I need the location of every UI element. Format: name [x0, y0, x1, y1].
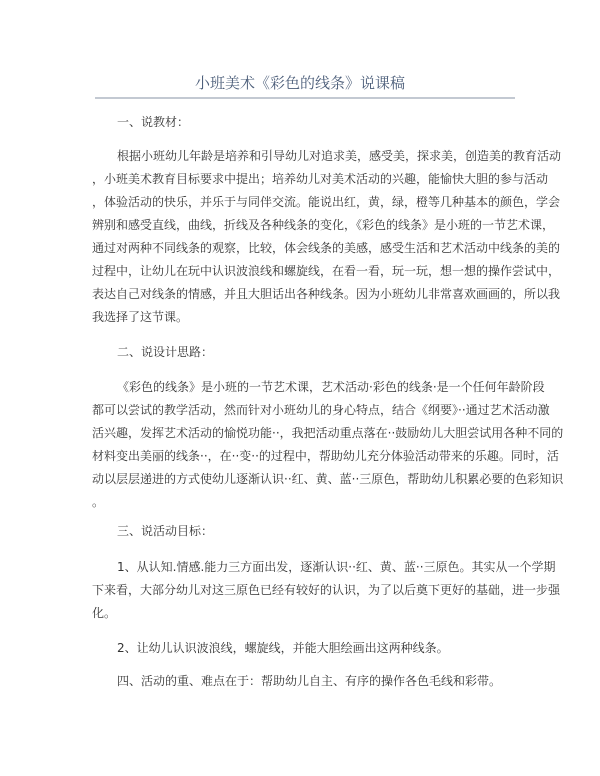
paragraph-line: 化。	[92, 606, 117, 620]
paragraph-line: 都可以尝试的教学活动，然而针对小班幼儿的身心特点，结合《纲要》··通过艺术活动激	[92, 403, 550, 417]
paragraph-line: 材料变出美丽的线条··，在··变··的过程中，帮助幼儿充分体验活动带来的乐趣。同时，活	[92, 449, 559, 463]
paragraph-line: 我选择了这节课。	[92, 310, 189, 324]
paragraph-line: 活兴趣，发挥艺术活动的愉悦功能··，我把活动重点落在··鼓励幼儿大胆尝试用各种不同的	[92, 426, 564, 440]
paragraph-line: 。	[92, 495, 105, 509]
paragraph-line: 动以层层递进的方式使幼儿逐渐认识··红、黄、蓝··三原色，帮助幼儿积累必要的色彩知识	[92, 472, 564, 486]
paragraph-line: 2、让幼儿认识波浪线，螺旋线，并能大胆绘画出这两种线条。	[117, 641, 449, 655]
document-title: 小班美术《彩色的线条》说课稿	[194, 74, 405, 92]
paragraph-line: 下来看，大部分幼儿对这三原色已经有较好的认识，为了以后奠下更好的基础，进一步强	[92, 583, 561, 597]
paragraph-line: ，体验活动的快乐，并乐于与同伴交流。能说出红，黄，绿，橙等几种基本的颜色，学会	[92, 195, 561, 209]
paragraph-line: 通过对两种不同线条的观察，比较，体会线条的美感，感受生活和艺术活动中线条的美的	[92, 241, 561, 255]
section-heading: 一、说教材：	[117, 115, 190, 129]
title-underline	[95, 97, 515, 99]
paragraph-line: 1、从认知.情感.能力三方面出发，逐渐认识··红、黄、蓝··三原色。其实从一个学期	[117, 560, 556, 574]
paragraph-line: 过程中，让幼儿在玩中认识波浪线和螺旋线，在看一看，玩一玩，想一想的操作尝试中，	[92, 264, 561, 278]
paragraph-line: 《彩色的线条》是小班的一节艺术课，艺术活动·彩色的线条·是一个任何年龄阶段	[117, 380, 545, 394]
section-heading: 二、说设计思路：	[117, 345, 214, 359]
paragraph-line: 根据小班幼儿年龄是培养和引导幼儿对追求美，感受美，探求美，创造美的教育活动	[117, 149, 562, 163]
paragraph-line: 表达自己对线条的情感，并且大胆话出各种线条。因为小班幼儿非常喜欢画画的，所以我	[92, 287, 561, 301]
paragraph-line: 辨别和感受直线，曲线，折线及各种线条的变化，《彩色的线条》是小班的一节艺术课，	[92, 218, 555, 232]
paragraph-line: ，小班美术教育目标要求中提出；培养幼儿对美术活动的兴趣，能愉快大胆的参与活动	[92, 172, 549, 186]
section-heading: 三、说活动目标：	[117, 524, 214, 538]
paragraph-line: 四、活动的重、难点在于：帮助幼儿自主、有序的操作各色毛线和彩带。	[117, 674, 502, 688]
